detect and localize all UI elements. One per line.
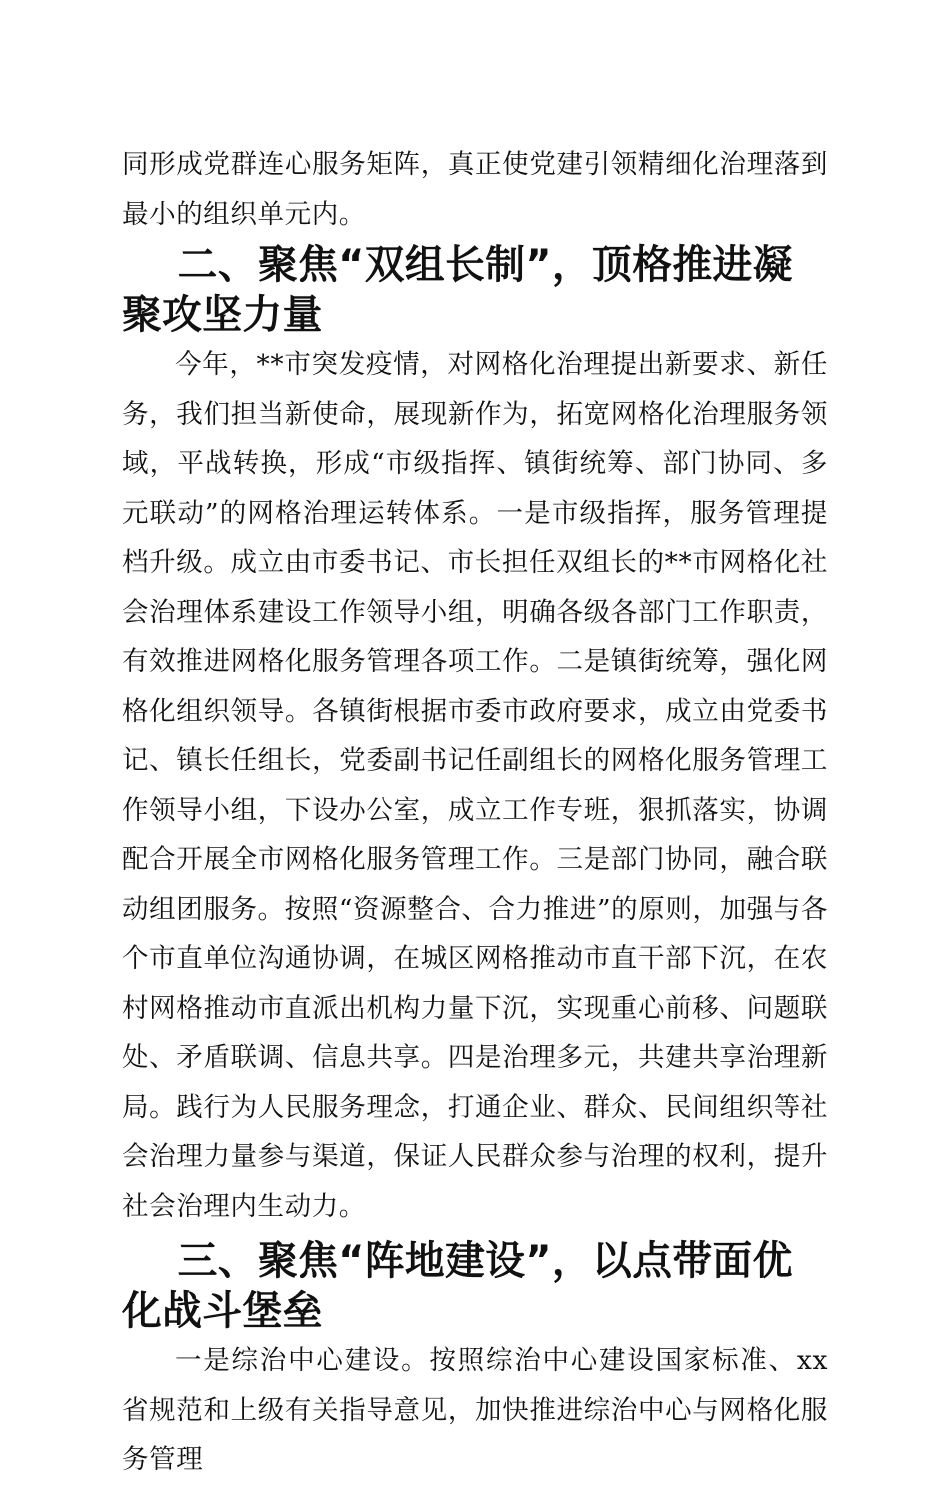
- section-heading-two: 二、聚焦“双组长制”，顶格推进凝聚攻坚力量: [122, 242, 793, 338]
- paragraph-continuation: 同形成党群连心服务矩阵，真正使党建引领精细化治理落到最小的组织单元内。: [122, 149, 828, 230]
- paragraph-section-three-body: 一是综治中心建设。按照综治中心建设国家标准、xx省规范和上级有关指导意见，加快推进综治中心与网格化服务管理: [122, 1345, 828, 1475]
- section-heading-three: 三、聚焦“阵地建设”，以点带面优化战斗堡垒: [122, 1238, 793, 1334]
- paragraph-section-two-body: 今年，**市突发疫情，对网格化治理提出新要求、新任务，我们担当新使命，展现新作为，拓宽网格化治理服务领域，平战转换，形成“市级指挥、镇街统筹、部门协同、多元联动”的网格治理运转体系。一是市级指挥，服务管理提档升级。成立由市委书记、市长担任双组长的**市网格化社会治理体系建设工作领导小组，明确各级各部门工作职责，有效推进网格化服务管理各项工作。二是镇街统筹，强化网格化组织领导。各镇街根据市委市政府要求，成立由党委书记、镇长任组长，党委副书记任副组长的网格化服务管理工作领导小组，下设办公室，成立工作专班，狠抓落实，协调配合开展全市网格化服务管理工作。三是部门协同，融合联动组团服务。按照“资源整合、合力推进”的原则，加强与各个市直单位沟通协调，在城区网格推动市直干部下沉，在农村网格推动市直派出机构力量下沉，实现重心前移、问题联处、矛盾联调、信息共享。四是治理多元，共建共享治理新局。践行为人民服务理念，打通企业、群众、民间组织等社会治理力量参与渠道，保证人民群众参与治理的权利，提升社会治理内生动力。: [122, 349, 828, 1222]
- document-page: [122, 140, 828, 1485]
